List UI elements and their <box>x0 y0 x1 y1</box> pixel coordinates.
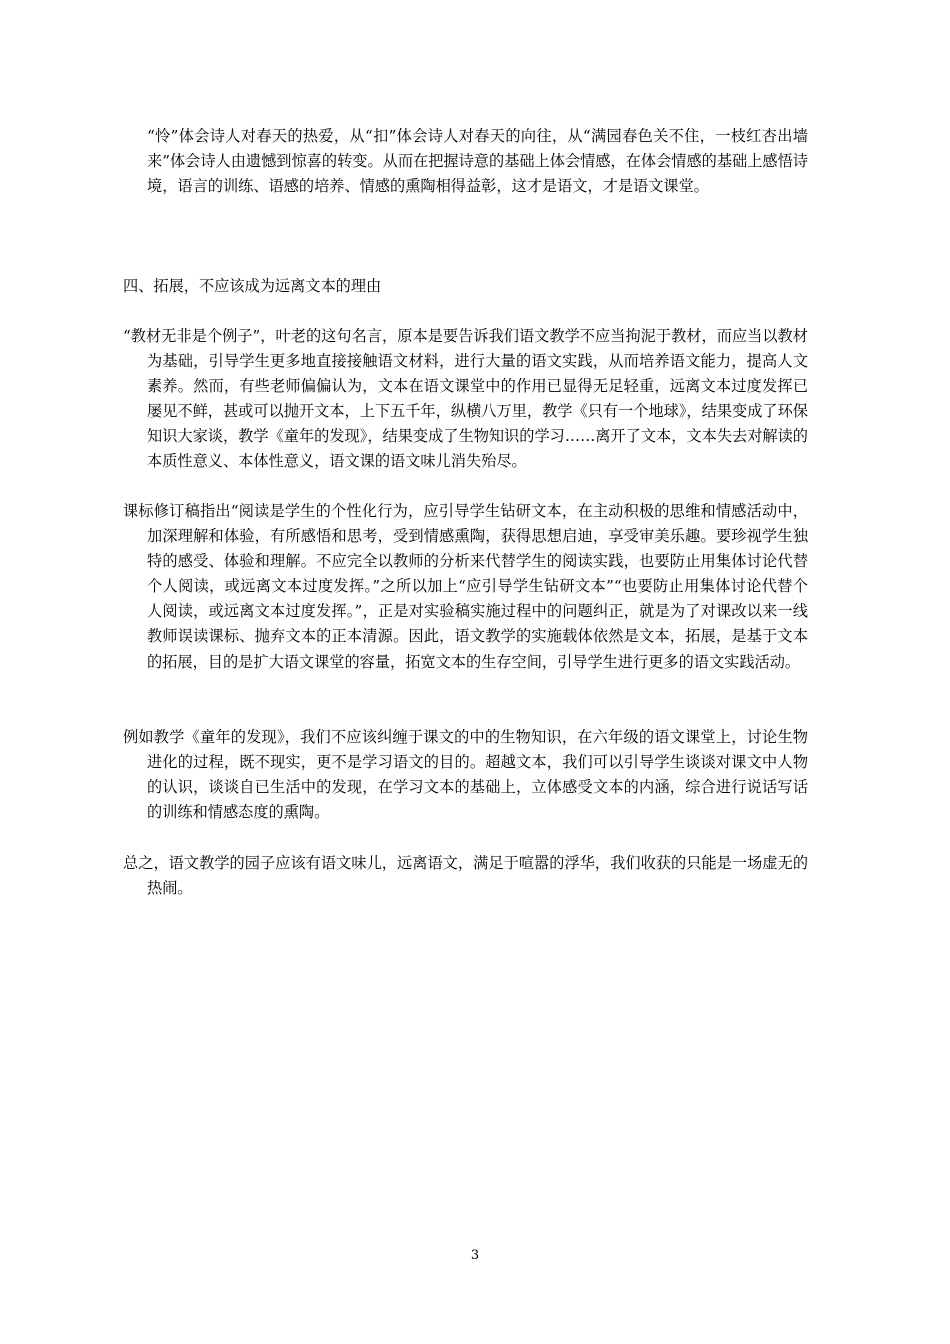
paragraph-teaching-example: 例如教学《童年的发现》，我们不应该纠缠于课文的中的生物知识，在六年级的语文课堂上，讨论生物进化的过程，既不现实，更不是学习语文的目的。超越文本，我们可以引导学生谈谈对课文中人物的认识，谈谈自已生活中的发现，在学习文本的基础上，立体感受文本的内涵，综合进行说话写话的训练和情感态度的熏陶。 <box>123 728 808 822</box>
paragraph-curriculum-standard: 课标修订稿指出“阅读是学生的个性化行为，应引导学生钻研文本，在主动积极的思维和情感活动中，加深理解和体验，有所感悟和思考，受到情感熏陶，获得思想启迪，享受审美乐趣。要珍视学生独特的感受、体验和理解。不应完全以教师的分析来代替学生的阅读实践，也要防止用集体讨论代替个人阅读，或远离文本过度发挥。”之所以加上“应引导学生钻研文本”“也要防止用集体讨论代替个人阅读，或远离文本过度发挥。”，正是对实验稿实施过程中的问题纠正，就是为了对课改以来一线教师误读课标、抛弃文本的正本清源。因此，语文教学的实施载体依然是文本，拓展，是基于文本的拓展，目的是扩大语文课堂的容量，拓宽文本的生存空间，引导学生进行更多的语文实践活动。 <box>123 502 808 671</box>
page-number: 3 <box>470 1248 480 1263</box>
paragraph-textbook-example: “教材无非是个例子”，叶老的这句名言，原本是要告诉我们语文教学不应当拘泥于教材，而应当以教材为基础，引导学生更多地直接接触语文材料，进行大量的语文实践，从而培养语文能力，提高人文素养。然而，有些老师偏偏认为，文本在语文课堂中的作用已显得无足轻重，远离文本过度发挥已屡见不鲜，甚或可以抛开文本，上下五千年，纵横八万里，教学《只有一个地球》，结果变成了环保知识大家谈，教学《童年的发现》，结果变成了生物知识的学习……离开了文本，文本失去对解读的本质性意义、本体性意义，语文课的语文味儿消失殆尽。 <box>123 327 808 471</box>
paragraph-conclusion: 总之，语文教学的园子应该有语文味儿，远离语文，满足于喧嚣的浮华，我们收获的只能是一场虚无的热闹。 <box>123 854 808 898</box>
paragraph-continued: “怜”体会诗人对春天的热爱，从“扣”体会诗人对春天的向往，从“满园春色关不住，一枝红杏出墙来”体会诗人由遗憾到惊喜的转变。从而在把握诗意的基础上体会情感，在体会情感的基础上感悟诗境，语言的训练、语感的培养、情感的熏陶相得益彰，这才是语文，才是语文课堂。 <box>147 127 808 196</box>
section-heading: 四、拓展，不应该成为远离文本的理由 <box>123 277 382 295</box>
